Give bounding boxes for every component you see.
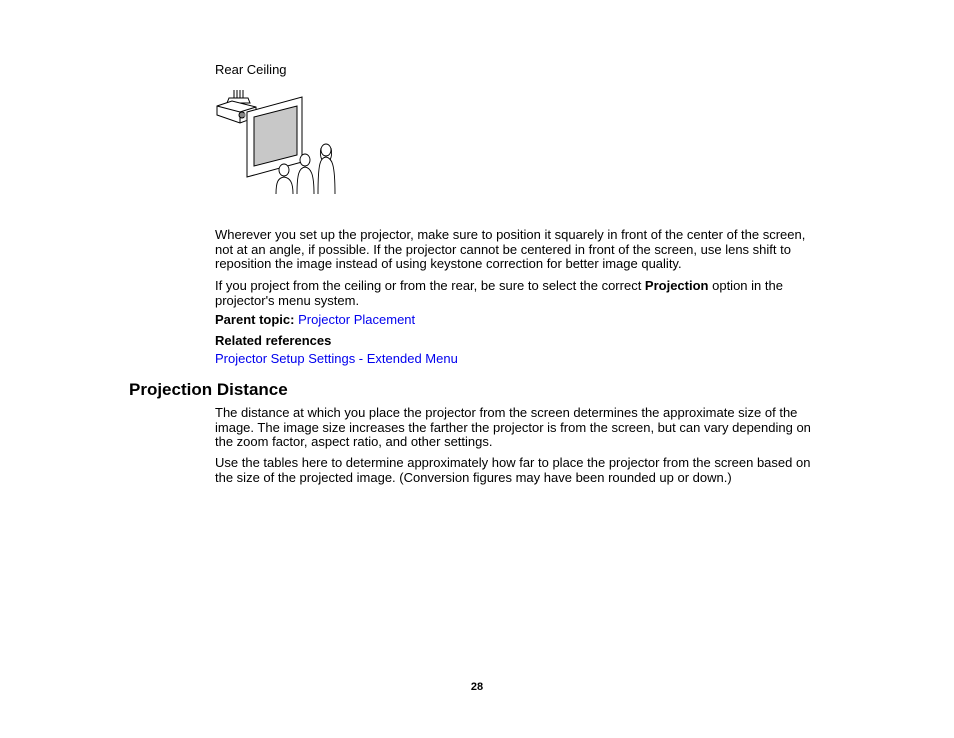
tables-paragraph: Use the tables here to determine approximately how far to place the projector from the screen based on the size of the projected image. (Conversion figures may have been rounded up or down.) (215, 455, 811, 485)
section-heading: Projection Distance (129, 380, 288, 399)
projector-setup-settings-link[interactable]: Projector Setup Settings - Extended Menu (215, 351, 458, 366)
projection-setting-text-after: option in the projector's menu system. (215, 278, 783, 308)
parent-topic-label: Parent topic: (215, 312, 295, 327)
placement-paragraph: Wherever you set up the projector, make sure to position it squarely in front of the center of the screen, not at an angle, if possible. If the projector cannot be centered in front of the screen, use lens shift to reposition the image instead of using keystone correction for better image quality. (215, 227, 806, 272)
rear-ceiling-projector-illustration (214, 90, 338, 196)
related-references-line (215, 352, 825, 367)
page-number: 28 (470, 681, 484, 693)
related-references-label: Related references (215, 333, 332, 348)
parent-topic-line (215, 313, 825, 328)
projection-setting-bold: Projection (644, 278, 709, 293)
distance-paragraph: The distance at which you place the projector from the screen determines the approximate size of the image. The image size increases the farther the projector is from the screen, but can vary depending on the zoom factor, aspect ratio, and other settings. (215, 405, 811, 450)
parent-topic-link[interactable]: Projector Placement (298, 312, 416, 327)
projection-setting-paragraph (215, 279, 825, 308)
projection-setting-text-before: If you project from the ceiling or from the rear, be sure to select the correct (215, 278, 645, 293)
figure-caption: Rear Ceiling (215, 62, 287, 77)
